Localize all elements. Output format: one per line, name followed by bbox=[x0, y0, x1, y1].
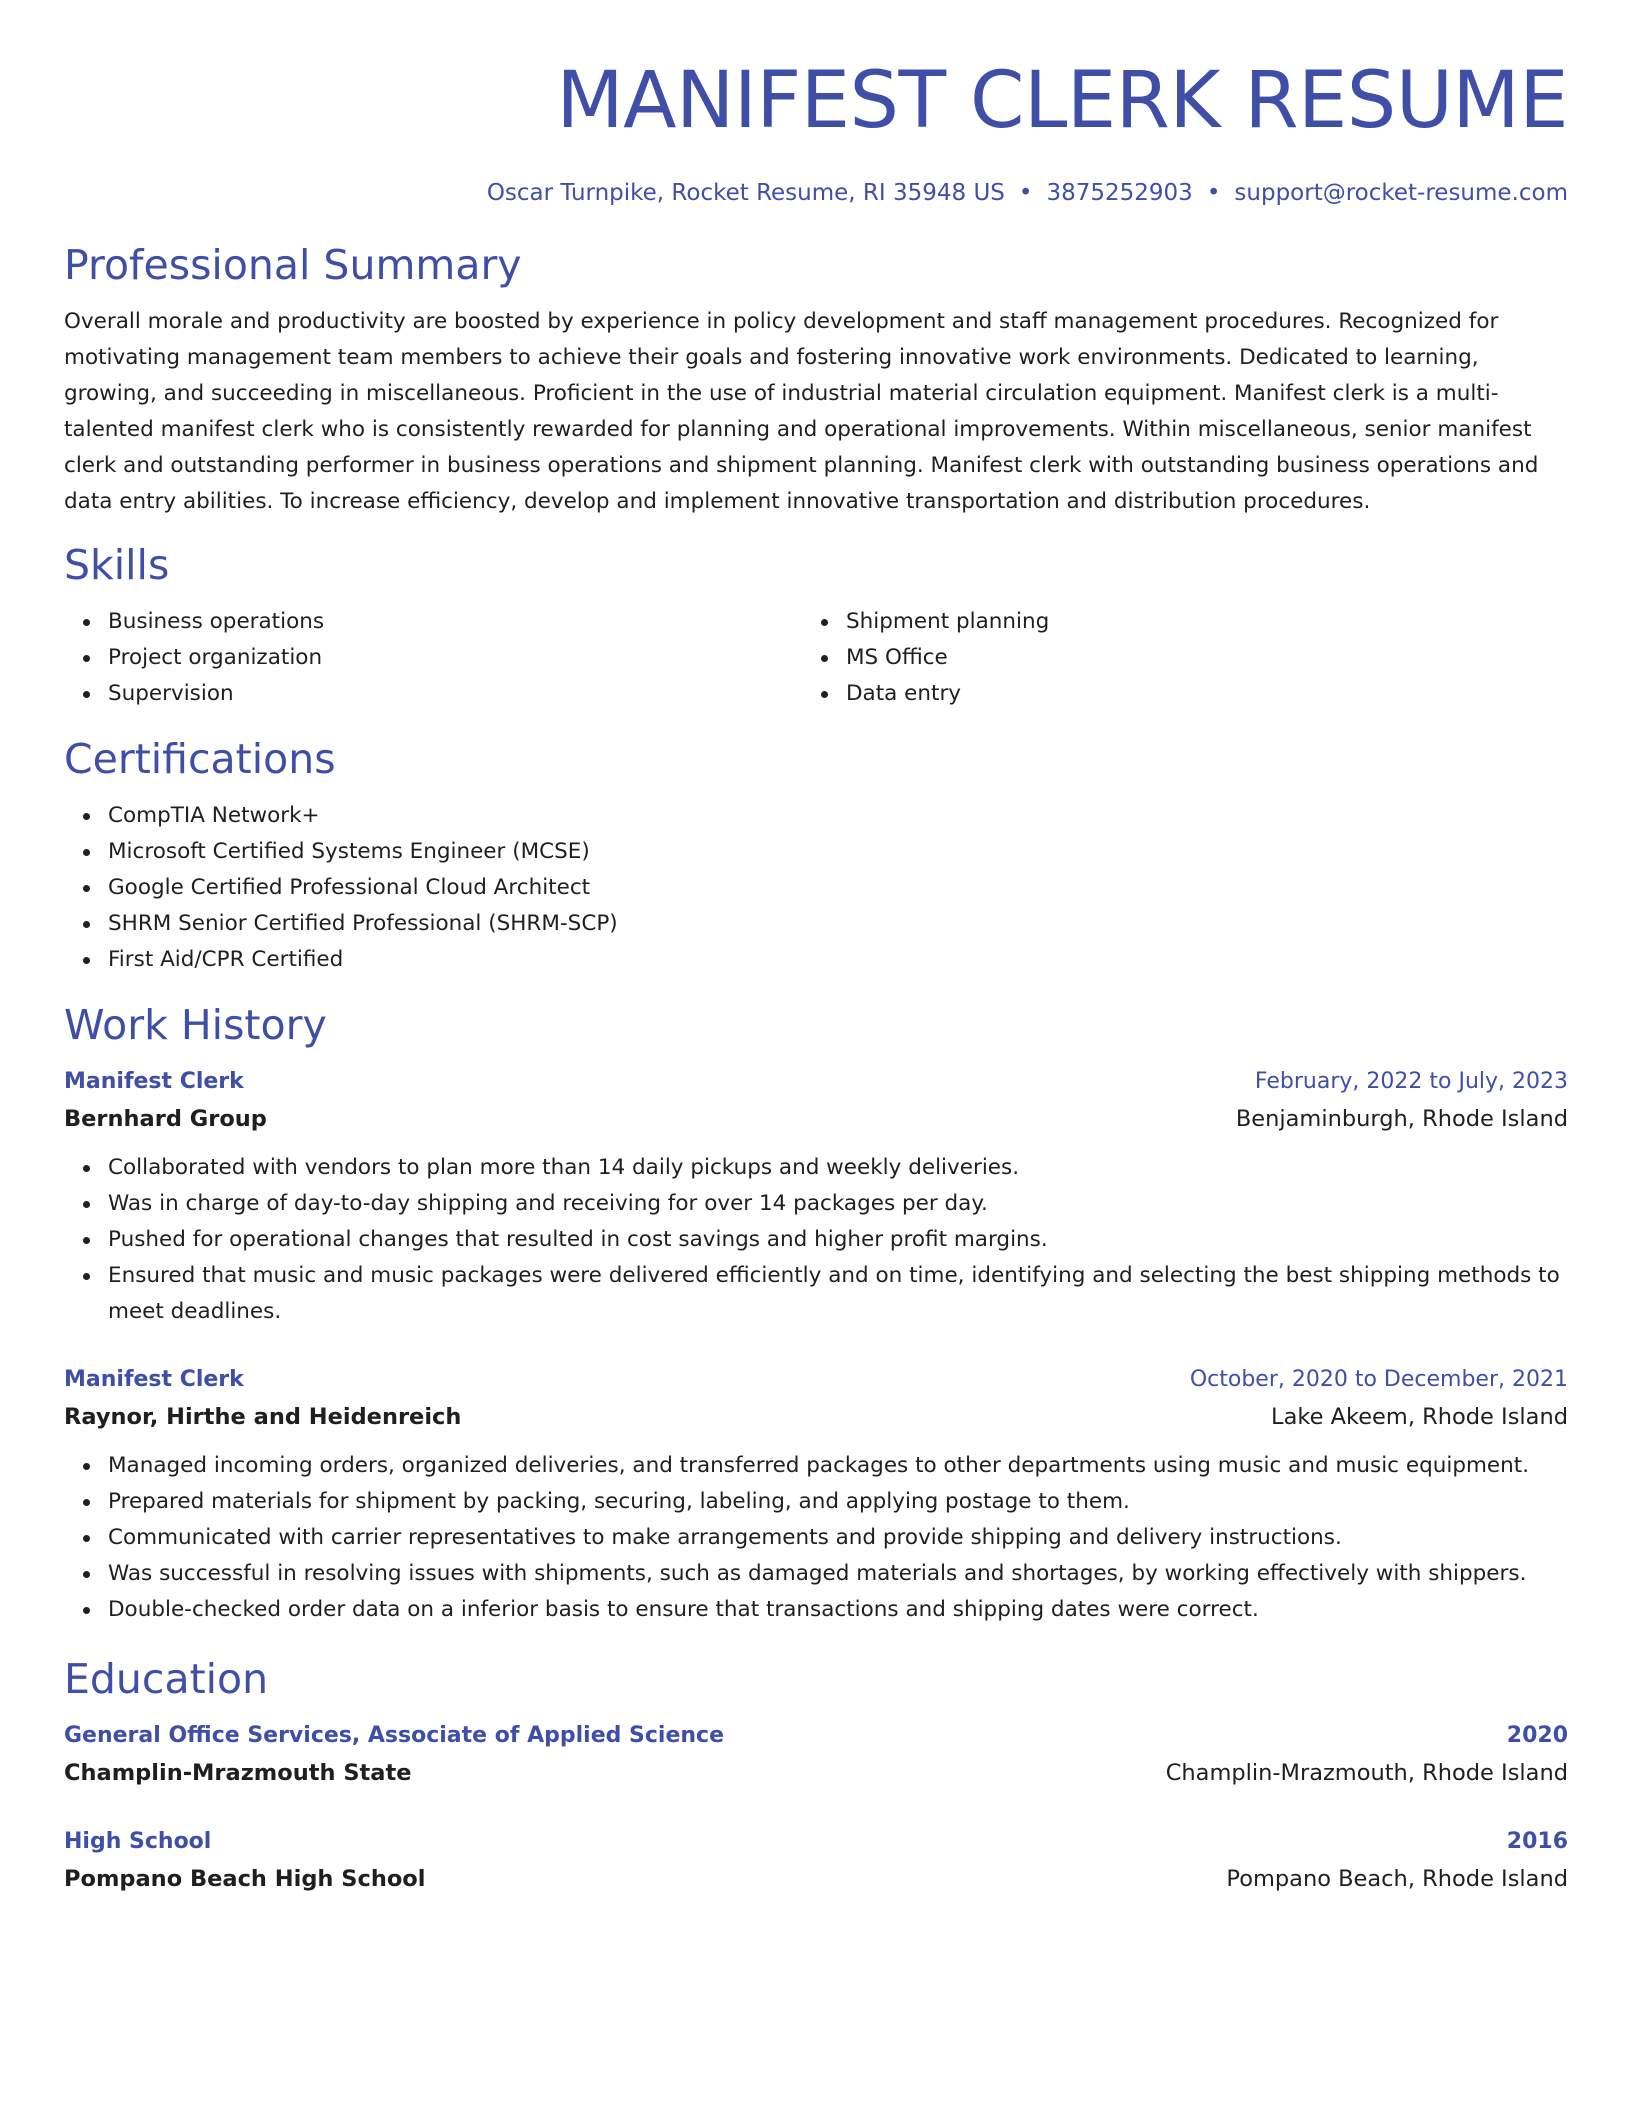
certifications-list bbox=[64, 798, 1568, 978]
job-header-row bbox=[64, 1064, 1568, 1100]
job-entry bbox=[64, 1064, 1568, 1330]
job-title: Manifest Clerk bbox=[64, 1367, 244, 1392]
job-duty: Double-checked order data on a inferior basis to ensure that transactions and shipping dates were correct. bbox=[108, 1592, 1568, 1628]
job-duty: Was successful in resolving issues with shipments, such as damaged materials and shortages, by working effectively with shippers. bbox=[108, 1556, 1568, 1592]
summary-heading: Professional Summary bbox=[64, 241, 522, 289]
job-duties-list bbox=[64, 1150, 1568, 1330]
certification-item: CompTIA Network+ bbox=[108, 798, 1568, 834]
skills-list-left bbox=[64, 604, 802, 712]
contact-address: Oscar Turnpike, Rocket Resume, RI 35948 US bbox=[486, 180, 1005, 206]
skill-item: Supervision bbox=[108, 676, 802, 712]
job-duty: Ensured that music and music packages were delivered efficiently and on time, identifying and selecting the best shipping methods to meet deadlines. bbox=[108, 1258, 1568, 1330]
skills-column-right bbox=[802, 604, 1540, 712]
job-duty: Managed incoming orders, organized deliveries, and transferred packages to other departments using music and music equipment. bbox=[108, 1448, 1568, 1484]
education-year: 2016 bbox=[1506, 1829, 1568, 1854]
skill-item: Data entry bbox=[846, 676, 1540, 712]
job-duty: Prepared materials for shipment by packing, securing, labeling, and applying postage to them. bbox=[108, 1484, 1568, 1520]
skill-item: MS Office bbox=[846, 640, 1540, 676]
education-location: Pompano Beach, Rhode Island bbox=[1226, 1866, 1568, 1892]
education-year: 2020 bbox=[1506, 1723, 1568, 1748]
job-location: Benjaminburgh, Rhode Island bbox=[1235, 1106, 1568, 1132]
education-school: Champlin-Mrazmouth State bbox=[64, 1760, 412, 1786]
job-duty: Collaborated with vendors to plan more than 14 daily pickups and weekly deliveries. bbox=[108, 1150, 1568, 1186]
education-degree: General Office Services, Associate of Applied Science bbox=[64, 1723, 724, 1748]
job-dates: October, 2020 to December, 2021 bbox=[1189, 1367, 1568, 1392]
certification-item: SHRM Senior Certified Professional (SHRM-SCP) bbox=[108, 906, 1568, 942]
skills-list-right bbox=[802, 604, 1540, 712]
job-duty: Pushed for operational changes that resulted in cost savings and higher profit margins. bbox=[108, 1222, 1568, 1258]
education-heading: Education bbox=[64, 1655, 269, 1703]
contact-separator: • bbox=[1206, 180, 1221, 206]
contact-separator: • bbox=[1018, 180, 1033, 206]
job-dates: February, 2022 to July, 2023 bbox=[1254, 1069, 1568, 1094]
certification-item: Google Certified Professional Cloud Architect bbox=[108, 870, 1568, 906]
resume-title: MANIFEST CLERK RESUME bbox=[556, 56, 1568, 146]
skills-heading: Skills bbox=[64, 541, 170, 589]
education-header-row bbox=[64, 1718, 1568, 1754]
skill-item: Business operations bbox=[108, 604, 802, 640]
education-degree: High School bbox=[64, 1829, 212, 1854]
contact-phone: 3875252903 bbox=[1046, 180, 1193, 206]
certifications-section bbox=[64, 732, 1568, 978]
job-duty: Communicated with carrier representatives to make arrangements and provide shipping and delivery instructions. bbox=[108, 1520, 1568, 1556]
skills-section bbox=[64, 538, 1568, 712]
job-company-row bbox=[64, 1398, 1568, 1436]
resume-header bbox=[64, 52, 1568, 208]
job-company: Bernhard Group bbox=[64, 1106, 267, 1132]
certification-item: First Aid/CPR Certified bbox=[108, 942, 1568, 978]
certification-item: Microsoft Certified Systems Engineer (MCSE) bbox=[108, 834, 1568, 870]
skills-column-left bbox=[64, 604, 802, 712]
summary-section bbox=[64, 238, 1568, 520]
education-entry bbox=[64, 1718, 1568, 1792]
work-history-heading: Work History bbox=[64, 1001, 327, 1049]
education-section bbox=[64, 1652, 1568, 1898]
skill-item: Project organization bbox=[108, 640, 802, 676]
education-location: Champlin-Mrazmouth, Rhode Island bbox=[1165, 1760, 1568, 1786]
job-company: Raynor, Hirthe and Heidenreich bbox=[64, 1404, 462, 1430]
contact-line bbox=[64, 178, 1568, 208]
skills-grid bbox=[64, 604, 1568, 712]
education-school-row bbox=[64, 1754, 1568, 1792]
contact-email[interactable]: support@rocket-resume.com bbox=[1234, 180, 1568, 206]
job-title: Manifest Clerk bbox=[64, 1069, 244, 1094]
education-header-row bbox=[64, 1824, 1568, 1860]
education-school-row bbox=[64, 1860, 1568, 1898]
job-duty: Was in charge of day-to-day shipping and receiving for over 14 packages per day. bbox=[108, 1186, 1568, 1222]
education-entry bbox=[64, 1824, 1568, 1898]
summary-text: Overall morale and productivity are boosted by experience in policy development and staff management procedures. Recognized for motivating management team members to achieve their goals and fostering innovative work environments. Dedicated to learning, growing, and succeeding in miscellaneous. Proficient in the use of industrial material circulation equipment. Manifest clerk is a multi-talented manifest clerk who is consistently rewarded for planning and operational improvements. Within miscellaneous, senior manifest clerk and outstanding performer in business operations and shipment planning. Manifest clerk with outstanding business operations and data entry abilities. To increase efficiency, develop and implement innovative transportation and distribution procedures. bbox=[64, 309, 1539, 514]
job-location: Lake Akeem, Rhode Island bbox=[1271, 1404, 1568, 1430]
education-school: Pompano Beach High School bbox=[64, 1866, 426, 1892]
certifications-heading: Certifications bbox=[64, 735, 336, 783]
job-entry bbox=[64, 1362, 1568, 1628]
work-history-section bbox=[64, 998, 1568, 1628]
skill-item: Shipment planning bbox=[846, 604, 1540, 640]
job-header-row bbox=[64, 1362, 1568, 1398]
job-duties-list bbox=[64, 1448, 1568, 1628]
job-company-row bbox=[64, 1100, 1568, 1138]
